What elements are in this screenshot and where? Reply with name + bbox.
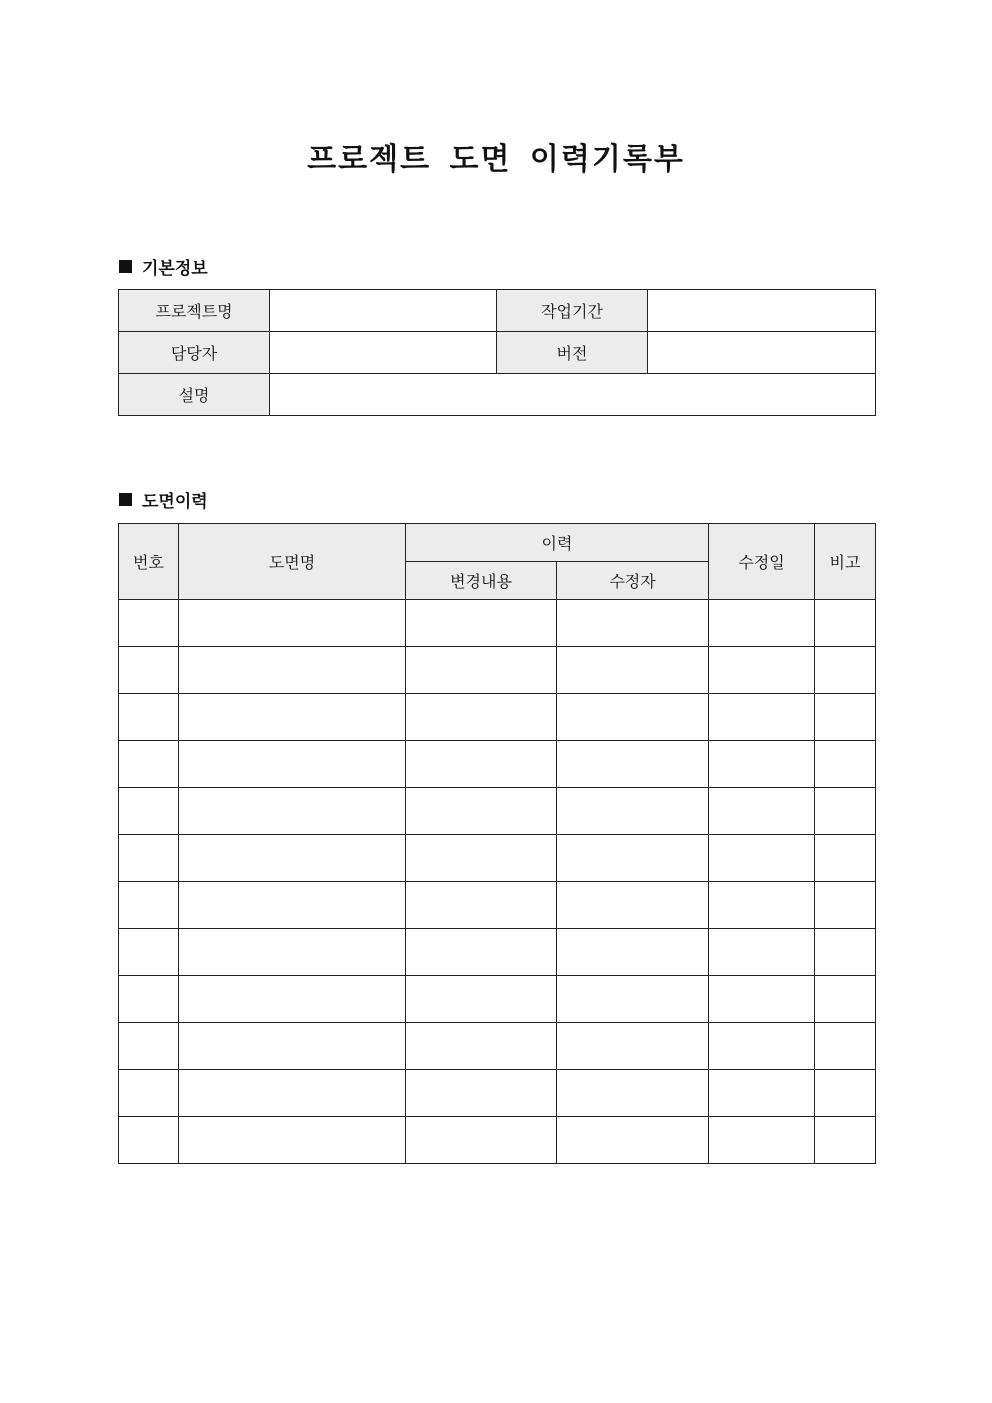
column-header-modified-date: 수정일 [709, 524, 815, 600]
project-name-field[interactable] [270, 290, 497, 332]
table-row [119, 882, 876, 929]
description-label: 설명 [119, 374, 270, 416]
table-row [119, 290, 876, 332]
number-cell[interactable] [119, 647, 179, 694]
number-cell[interactable] [119, 976, 179, 1023]
drawing-name-cell[interactable] [179, 741, 406, 788]
modifier-cell[interactable] [557, 929, 709, 976]
section-heading-basic-info [119, 254, 208, 279]
modifier-cell[interactable] [557, 788, 709, 835]
number-cell[interactable] [119, 835, 179, 882]
modifier-cell[interactable] [557, 976, 709, 1023]
change-details-cell[interactable] [406, 835, 557, 882]
modifier-cell[interactable] [557, 741, 709, 788]
change-details-cell[interactable] [406, 741, 557, 788]
modified-date-cell[interactable] [709, 1117, 815, 1164]
remarks-cell[interactable] [815, 694, 876, 741]
number-cell[interactable] [119, 929, 179, 976]
modifier-cell[interactable] [557, 1023, 709, 1070]
change-details-cell[interactable] [406, 929, 557, 976]
drawing-name-cell[interactable] [179, 882, 406, 929]
change-details-cell[interactable] [406, 1023, 557, 1070]
modified-date-cell[interactable] [709, 976, 815, 1023]
number-cell[interactable] [119, 741, 179, 788]
drawing-name-cell[interactable] [179, 694, 406, 741]
table-row [119, 741, 876, 788]
column-header-remarks: 비고 [815, 524, 876, 600]
modified-date-cell[interactable] [709, 929, 815, 976]
table-row [119, 788, 876, 835]
table-row [119, 332, 876, 374]
change-details-cell[interactable] [406, 647, 557, 694]
remarks-cell[interactable] [815, 741, 876, 788]
modifier-cell[interactable] [557, 835, 709, 882]
version-field[interactable] [648, 332, 876, 374]
table-row [119, 929, 876, 976]
number-cell[interactable] [119, 694, 179, 741]
remarks-cell[interactable] [815, 1070, 876, 1117]
drawing-name-cell[interactable] [179, 1117, 406, 1164]
modified-date-cell[interactable] [709, 1070, 815, 1117]
change-details-cell[interactable] [406, 600, 557, 647]
drawing-name-cell[interactable] [179, 647, 406, 694]
remarks-cell[interactable] [815, 600, 876, 647]
project-name-label: 프로젝트명 [119, 290, 270, 332]
remarks-cell[interactable] [815, 1117, 876, 1164]
change-details-cell[interactable] [406, 788, 557, 835]
modified-date-cell[interactable] [709, 600, 815, 647]
column-header-number: 번호 [119, 524, 179, 600]
section-heading-drawing-history [119, 487, 208, 512]
column-header-drawing-name: 도면명 [179, 524, 406, 600]
number-cell[interactable] [119, 1023, 179, 1070]
version-label: 버전 [497, 332, 648, 374]
remarks-cell[interactable] [815, 647, 876, 694]
modified-date-cell[interactable] [709, 741, 815, 788]
change-details-cell[interactable] [406, 1070, 557, 1117]
table-row [119, 835, 876, 882]
table-header-row [119, 524, 876, 562]
modified-date-cell[interactable] [709, 647, 815, 694]
modifier-cell[interactable] [557, 647, 709, 694]
remarks-cell[interactable] [815, 929, 876, 976]
number-cell[interactable] [119, 788, 179, 835]
drawing-name-cell[interactable] [179, 788, 406, 835]
modified-date-cell[interactable] [709, 835, 815, 882]
modifier-cell[interactable] [557, 1070, 709, 1117]
column-header-change-details: 변경내용 [406, 562, 557, 600]
number-cell[interactable] [119, 1070, 179, 1117]
section-heading-label: 도면이력 [142, 492, 208, 512]
square-bullet-icon [119, 493, 132, 506]
drawing-name-cell[interactable] [179, 600, 406, 647]
number-cell[interactable] [119, 882, 179, 929]
drawing-name-cell[interactable] [179, 929, 406, 976]
manager-label: 담당자 [119, 332, 270, 374]
modifier-cell[interactable] [557, 882, 709, 929]
modified-date-cell[interactable] [709, 694, 815, 741]
table-row [119, 647, 876, 694]
change-details-cell[interactable] [406, 882, 557, 929]
table-row [119, 694, 876, 741]
document-title: 프로젝트 도면 이력기록부 [307, 142, 685, 177]
modifier-cell[interactable] [557, 1117, 709, 1164]
manager-field[interactable] [270, 332, 497, 374]
description-field[interactable] [270, 374, 876, 416]
drawing-name-cell[interactable] [179, 1070, 406, 1117]
column-header-history-group: 이력 [406, 524, 709, 562]
modifier-cell[interactable] [557, 600, 709, 647]
remarks-cell[interactable] [815, 788, 876, 835]
remarks-cell[interactable] [815, 1023, 876, 1070]
work-period-label: 작업기간 [497, 290, 648, 332]
modified-date-cell[interactable] [709, 1023, 815, 1070]
work-period-field[interactable] [648, 290, 876, 332]
table-row [119, 600, 876, 647]
table-row [119, 1023, 876, 1070]
modified-date-cell[interactable] [709, 882, 815, 929]
remarks-cell[interactable] [815, 835, 876, 882]
number-cell[interactable] [119, 1117, 179, 1164]
section-heading-label: 기본정보 [142, 259, 208, 279]
drawing-name-cell[interactable] [179, 976, 406, 1023]
modified-date-cell[interactable] [709, 788, 815, 835]
table-row [119, 374, 876, 416]
drawing-name-cell[interactable] [179, 835, 406, 882]
change-details-cell[interactable] [406, 976, 557, 1023]
change-details-cell[interactable] [406, 1117, 557, 1164]
table-row [119, 976, 876, 1023]
drawing-history-table [118, 523, 876, 1164]
column-header-modifier: 수정자 [557, 562, 709, 600]
remarks-cell[interactable] [815, 976, 876, 1023]
modifier-cell[interactable] [557, 694, 709, 741]
basic-info-table [118, 289, 876, 416]
change-details-cell[interactable] [406, 694, 557, 741]
drawing-name-cell[interactable] [179, 1023, 406, 1070]
square-bullet-icon [119, 260, 132, 273]
remarks-cell[interactable] [815, 882, 876, 929]
number-cell[interactable] [119, 600, 179, 647]
table-row [119, 1117, 876, 1164]
table-row [119, 1070, 876, 1117]
